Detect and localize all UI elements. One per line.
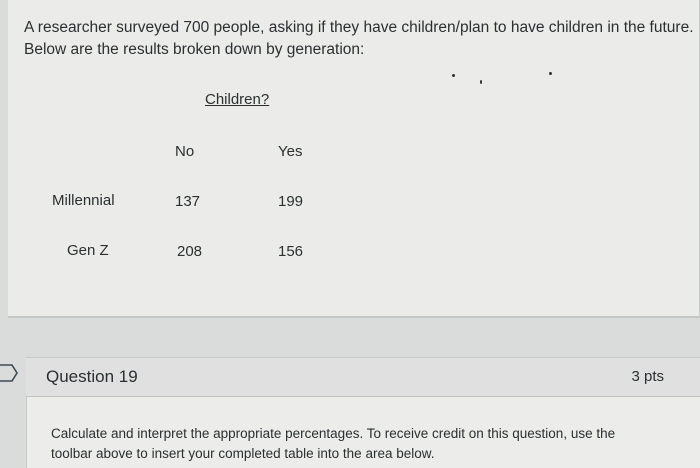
question-title: Question 19 (46, 367, 138, 386)
screen-speck (480, 80, 482, 84)
cell-genz-yes: 156 (278, 243, 304, 260)
intro-text: A researcher surveyed 700 people, asking if they have children/plan to have children in the future. Below are the results broken down by generation: (24, 19, 694, 58)
question-stem-card (8, 0, 700, 318)
row-label-genz: Gen Z (67, 242, 109, 259)
cell-millennial-yes: 199 (278, 193, 304, 210)
column-header-no: No (175, 143, 195, 160)
question-header (26, 357, 700, 397)
screen-speck (549, 72, 552, 75)
cell-genz-no: 208 (177, 243, 203, 260)
question-body (26, 397, 700, 468)
bookmark-flag-icon[interactable] (0, 363, 18, 383)
column-header-yes: Yes (278, 143, 303, 160)
cell-millennial-no: 137 (175, 193, 201, 210)
question-points: 3 pts (631, 368, 664, 385)
screen-speck (452, 74, 455, 77)
row-label-millennial: Millennial (52, 192, 115, 209)
table-title: Children? (205, 91, 270, 108)
question-text: Calculate and interpret the appropriate percentages. To receive credit on this question, use the toolbar above to insert your completed table into the area below. (51, 426, 616, 461)
